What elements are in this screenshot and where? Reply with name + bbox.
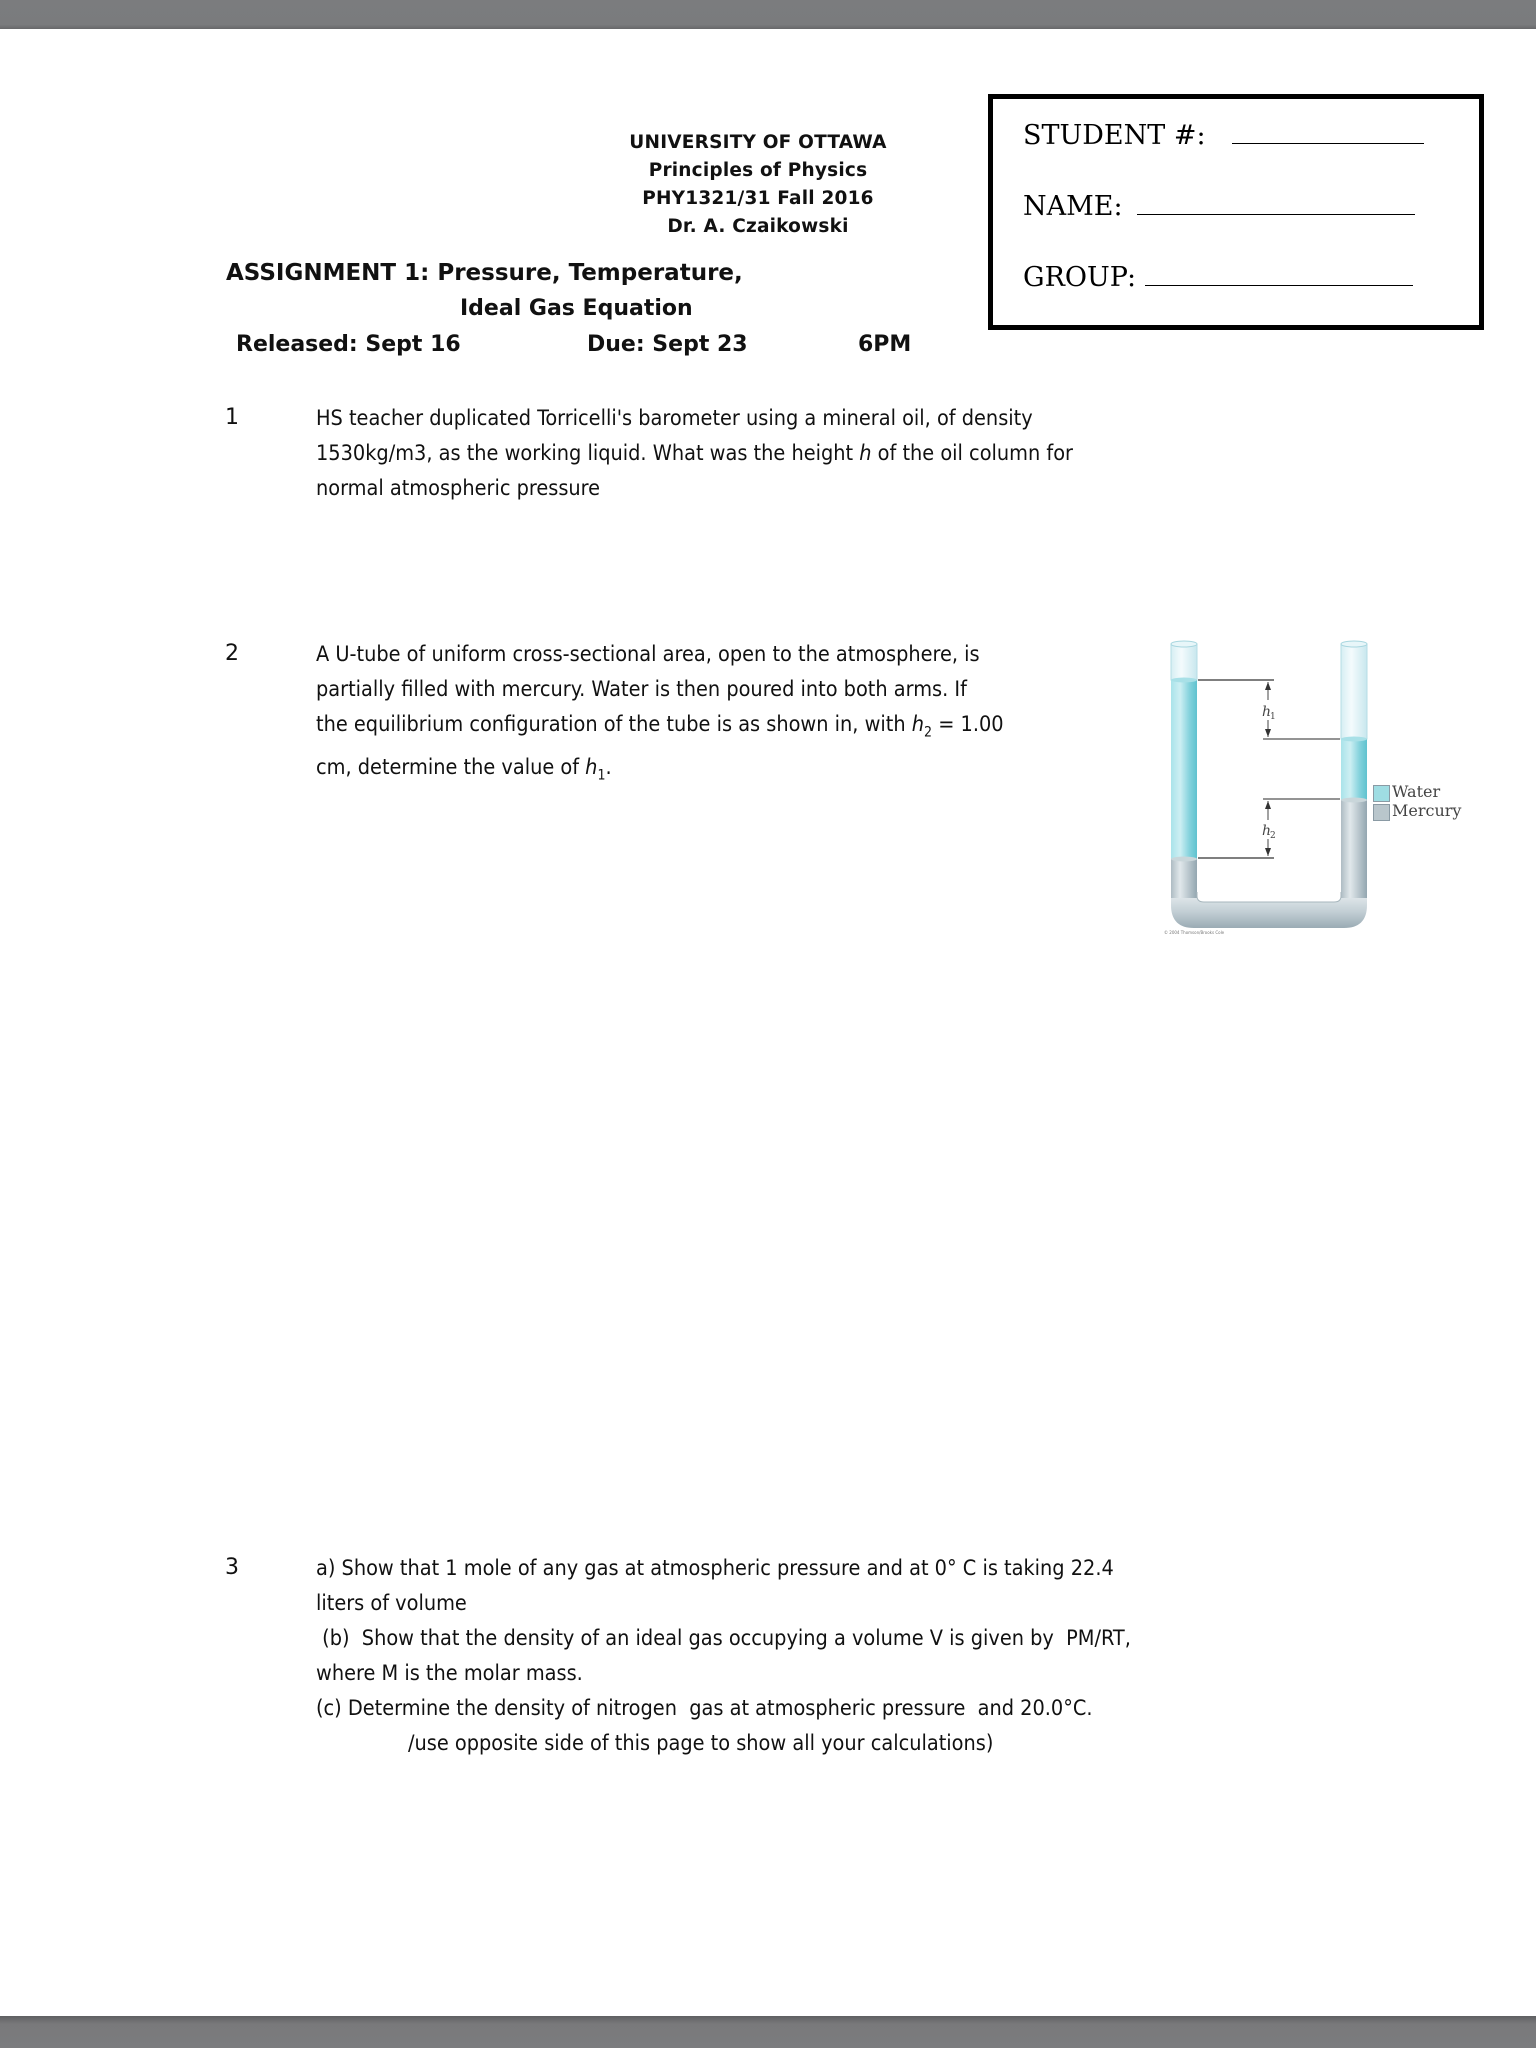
name-field[interactable] [1137,190,1415,215]
group-field[interactable] [1145,261,1413,286]
instructor-name: Dr. A. Czaikowski [667,216,849,237]
question-3-number: 3 [225,1555,239,1580]
question-3b-line: where M is the molar mass. [316,1661,583,1686]
question-3c-line: (c) Determine the density of nitrogen gas at atmospheric pressure and 20.0°C. [316,1696,1093,1721]
course-code: PHY1321/31 Fall 2016 [642,188,874,209]
svg-text:1: 1 [1270,712,1276,722]
released-date: Released: Sept 16 [236,332,461,357]
mercury-legend-label: Mercury [1392,801,1462,820]
question-2-line [316,750,1004,793]
h1-label: h [1262,704,1272,720]
assignment-title-line2: Ideal Gas Equation [460,296,693,321]
variable-h2: h [911,712,925,737]
assignment-title-line1: ASSIGNMENT 1: Pressure, Temperature, [226,260,743,286]
question-3-text [316,1551,1131,1761]
text-span: . [605,755,612,781]
viewer-top-bar [0,0,1536,29]
student-number-row [1023,119,1424,151]
subscript: 1 [597,767,606,784]
water-legend-swatch [1373,785,1390,802]
mercury-legend-swatch [1373,804,1390,821]
university-name: UNIVERSITY OF OTTAWA [629,132,887,153]
name-row [1023,190,1415,222]
text-span: of the oil column for [871,441,1073,466]
student-number-label: STUDENT #: [1023,120,1206,151]
u-tube-diagram [1160,630,1470,950]
h2-label: h [1262,823,1272,839]
question-1-number: 1 [225,405,239,430]
question-1-text [316,401,1073,506]
text-span: 1530kg/m3, as the working liquid. What was the height [316,441,860,466]
question-2-text [316,637,1004,794]
question-3b-line: (b) Show that the density of an ideal gas occupying a volume V is given by PM/RT, [316,1626,1131,1651]
group-label: GROUP: [1023,262,1137,293]
viewer-bottom-bar [0,2016,1536,2048]
student-info-box [988,94,1484,330]
student-number-field[interactable] [1232,119,1424,144]
variable-h1: h [585,755,598,781]
question-1-line: normal atmospheric pressure [316,476,601,501]
svg-text:2: 2 [1270,831,1276,841]
text-span: the equilibrium configuration of the tube is as shown in, with [316,712,912,737]
text-span: = 1.00 [932,712,1004,737]
course-name: Principles of Physics [648,160,868,181]
due-date: Due: Sept 23 [587,332,748,357]
due-time: 6PM [858,332,912,357]
question-2-number: 2 [225,641,239,666]
subscript: 2 [924,724,933,741]
variable-h: h [859,441,872,466]
question-3a-line: liters of volume [316,1591,467,1616]
question-1-line [316,436,1073,471]
question-2-line: A U-tube of uniform cross-sectional area, open to the atmosphere, is [316,642,980,667]
group-row [1023,261,1413,293]
name-label: NAME: [1023,191,1123,222]
question-1-line: HS teacher duplicated Torricelli's barometer using a mineral oil, of density [316,406,1033,431]
text-span: cm, determine the value of [316,755,586,781]
figure-credit: © 2004 Thomson/Brooks Cole [1164,930,1225,935]
calculation-note: /use opposite side of this page to show all your calculations) [408,1731,994,1756]
question-2-line [316,707,1004,750]
water-legend-label: Water [1392,782,1441,801]
question-2-line: partially filled with mercury. Water is then poured into both arms. If [316,677,967,702]
question-3a-line: a) Show that 1 mole of any gas at atmospheric pressure and at 0° C is taking 22.4 [316,1556,1114,1581]
